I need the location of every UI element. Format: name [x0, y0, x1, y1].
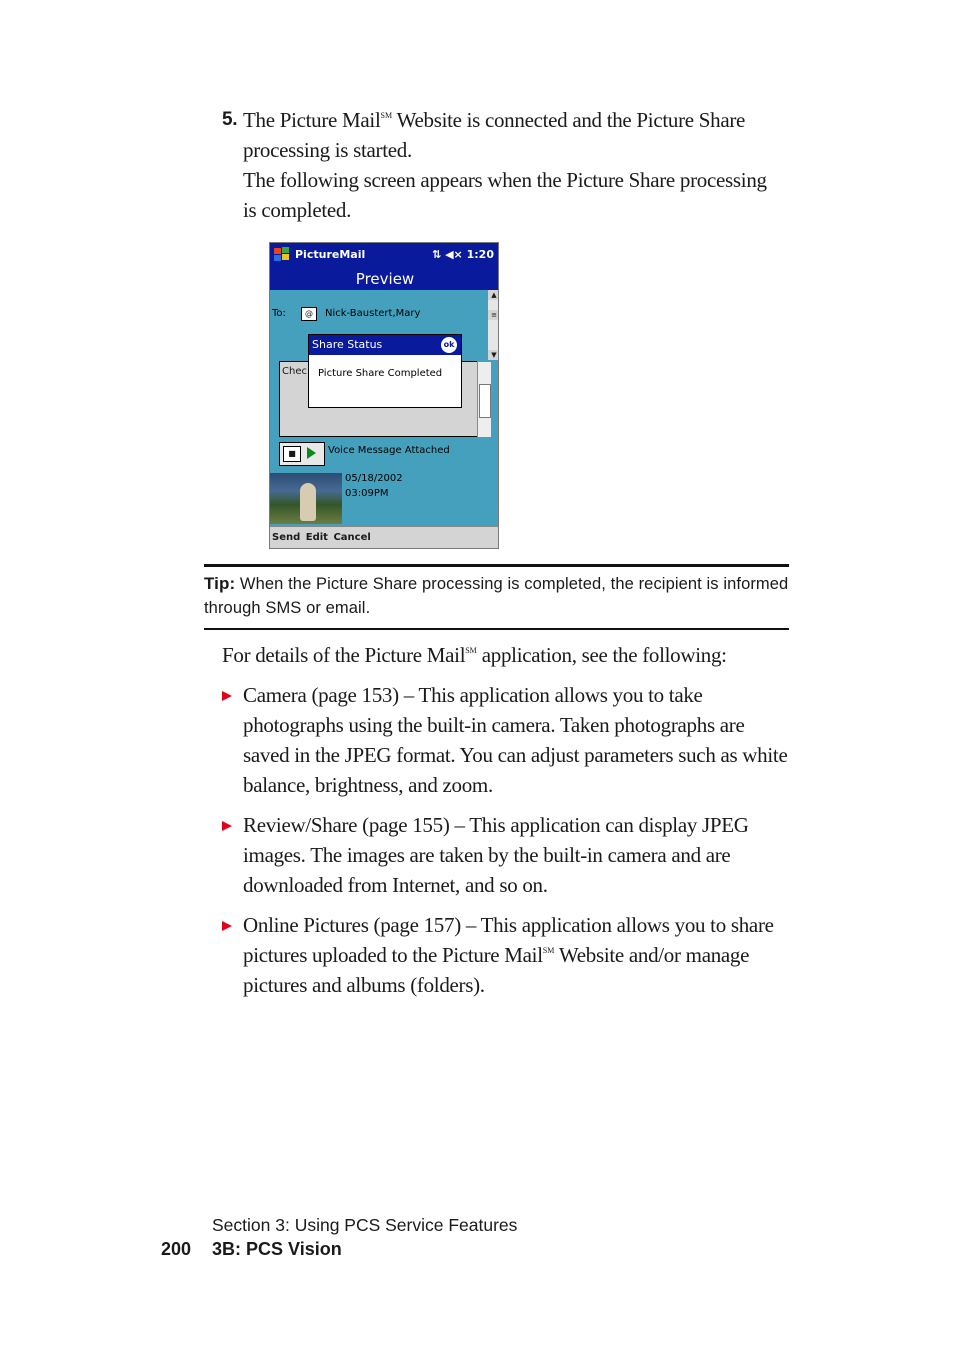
- voice-label: Voice Message Attached: [328, 445, 450, 456]
- menu-cancel[interactable]: Cancel: [333, 532, 371, 543]
- bullet-arrow-icon: [222, 691, 232, 701]
- tip-box: [204, 572, 789, 620]
- command-bar: [270, 526, 499, 549]
- footer-chapter: 3B: PCS Vision: [212, 1239, 342, 1259]
- bullet-arrow-icon: [222, 921, 232, 931]
- voice-player: [279, 442, 325, 466]
- step-line-1: [243, 105, 782, 165]
- ok-button[interactable]: ok: [441, 337, 457, 353]
- play-icon[interactable]: [307, 447, 316, 459]
- bullet-camera: [222, 680, 788, 800]
- menu-edit[interactable]: Edit: [305, 532, 328, 543]
- device-clock: 1:20: [466, 248, 494, 261]
- service-mark: SM: [380, 111, 393, 120]
- step-text-before: The Picture Mail: [243, 108, 381, 132]
- stop-button[interactable]: ■: [283, 446, 301, 462]
- step-text-after: Website is connected and the Picture Share processing is started.: [243, 108, 746, 162]
- scroll-up-icon[interactable]: ▲: [488, 290, 499, 300]
- bullet-text-after: Website and/or manage pictures and albums (folders).: [243, 943, 750, 997]
- intro-before: For details of the Picture Mail: [222, 643, 466, 667]
- step-number: 5.: [222, 109, 238, 130]
- upper-scrollbar[interactable]: [487, 290, 499, 360]
- photo-time: 03:09PM: [345, 488, 389, 499]
- message-text: Chec: [282, 366, 307, 377]
- dialog-title: Share Status: [312, 338, 383, 351]
- device-title-bar: [270, 243, 499, 268]
- service-mark: SM: [465, 646, 477, 655]
- dialog-message: Picture Share Completed: [318, 368, 443, 379]
- photo-thumbnail[interactable]: [270, 473, 342, 524]
- menu-send[interactable]: Send: [272, 532, 301, 543]
- intro-after: application, see the following:: [476, 643, 727, 667]
- step-5: [222, 105, 782, 225]
- device-screen-title: Preview: [270, 268, 499, 290]
- bullet-arrow-icon: [222, 821, 232, 831]
- details-intro: [222, 640, 782, 670]
- device-status: [432, 248, 494, 261]
- bullet-text: [243, 910, 788, 1000]
- bullet-text: Review/Share (page 155) – This application can display JPEG images. The images are taken by the built-in camera and are downloaded from Internet, and so on.: [243, 813, 749, 897]
- bullet-text-before: Online Pictures (page 157) – This application allows you to share pictures uploaded to the Picture Mail: [243, 913, 774, 967]
- speaker-icon: ◀×: [445, 248, 463, 261]
- windows-flag-icon: [273, 246, 291, 264]
- tip-bottom-rule: [204, 628, 789, 630]
- connectivity-icon: ⇅: [432, 248, 442, 261]
- scroll-grip-icon[interactable]: ≡: [488, 310, 499, 320]
- message-scrollbar[interactable]: [477, 361, 492, 438]
- dialog-title-bar: [309, 335, 461, 355]
- tip-label: Tip:: [204, 574, 236, 593]
- share-status-dialog: [308, 334, 462, 408]
- dog-figure: [300, 483, 316, 521]
- bullet-online-pictures: [222, 910, 788, 1000]
- device-screenshot: [269, 242, 499, 549]
- scroll-down-icon[interactable]: ▼: [488, 350, 499, 360]
- footer-section: Section 3: Using PCS Service Features: [212, 1215, 518, 1235]
- address-book-icon[interactable]: @: [301, 307, 317, 321]
- to-label: To:: [272, 308, 286, 319]
- device-app-title: PictureMail: [295, 248, 366, 261]
- bullet-review-share: [222, 810, 788, 900]
- service-mark: SM: [542, 946, 555, 955]
- step-body: [243, 105, 782, 225]
- photo-date: 05/18/2002: [345, 473, 403, 484]
- page-number: 200: [161, 1239, 192, 1259]
- step-line-2: The following screen appears when the Picture Share processing is completed.: [243, 168, 767, 222]
- tip-text: When the Picture Share processing is completed, the recipient is informed through SMS or email.: [204, 575, 789, 617]
- scroll-thumb[interactable]: [479, 384, 491, 418]
- bullet-text: Camera (page 153) – This application allows you to take photographs using the built-in camera. Taken photographs are saved in the JPEG format. You can adjust parameters such as white balance, brightness, and zoom.: [243, 683, 788, 797]
- to-recipient[interactable]: Nick-Baustert,Mary: [325, 308, 421, 319]
- tip-top-rule: [204, 564, 789, 567]
